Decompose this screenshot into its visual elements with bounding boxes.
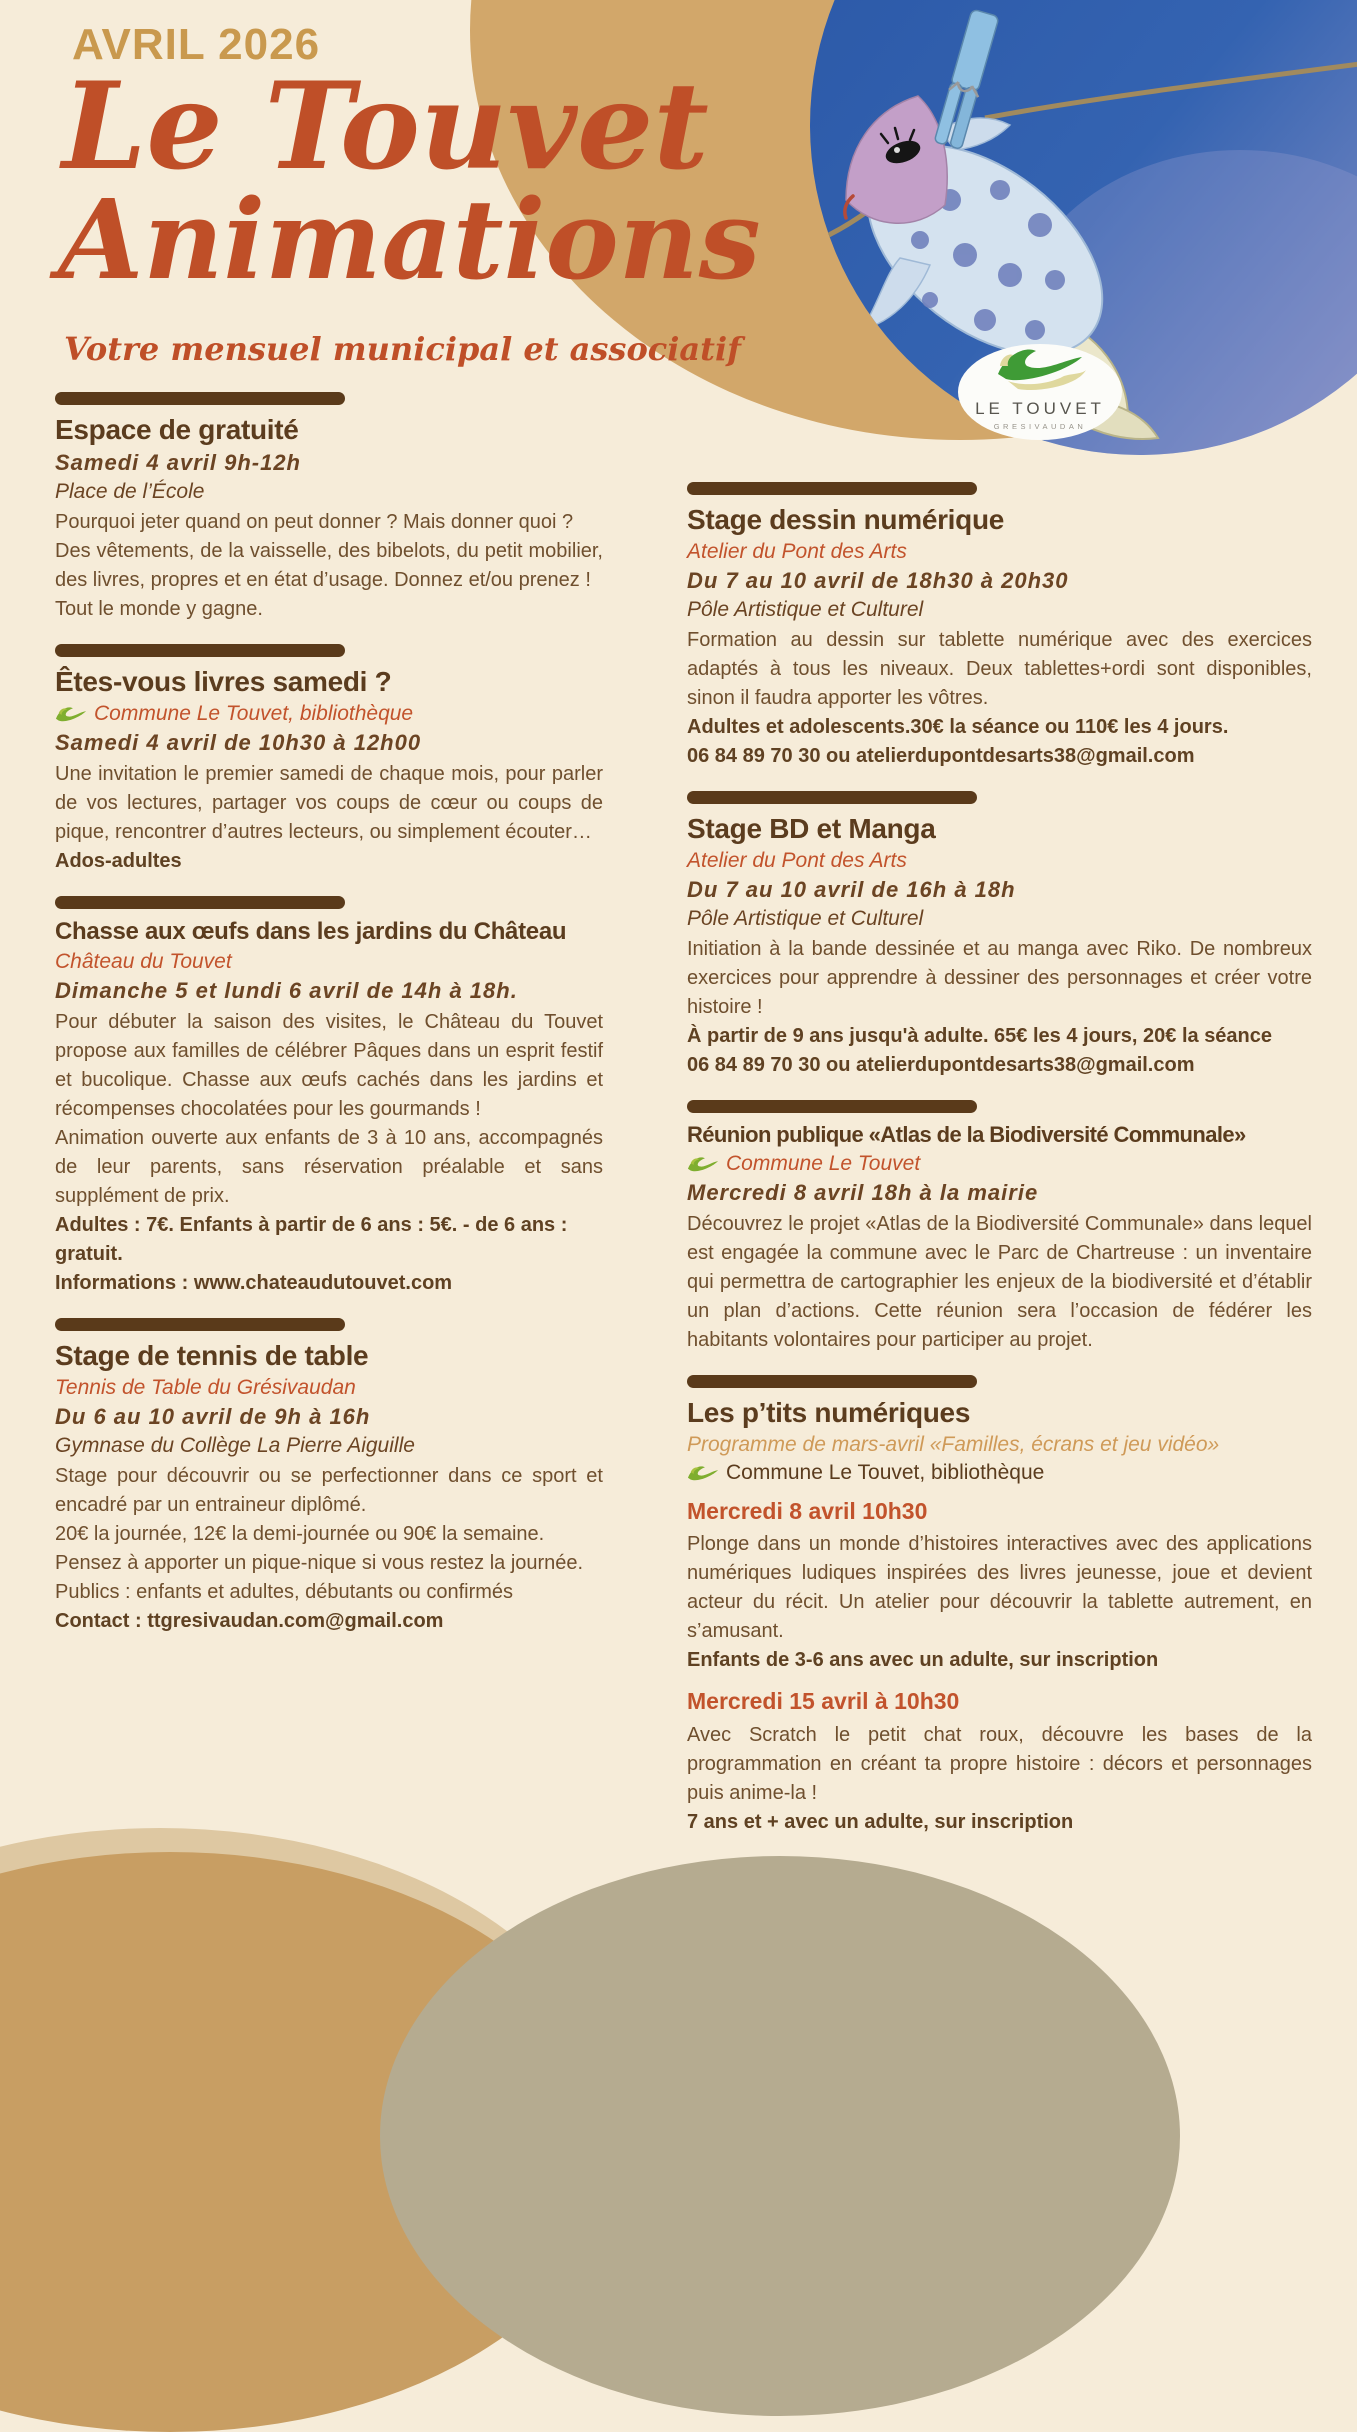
info-website-line: Informations : www.chateaudutouvet.com bbox=[55, 1272, 453, 1294]
decor-ellipse-bottom-middle bbox=[380, 1856, 1180, 2416]
audience-line: Publics : enfants et adultes, débutants ou confirmés bbox=[55, 1581, 514, 1603]
organizer-name: Atelier du Pont des Arts bbox=[687, 849, 907, 872]
event-date-subheading: Mercredi 8 avril 10h30 bbox=[687, 1498, 928, 1524]
audience-line: Ados-adultes bbox=[55, 850, 182, 872]
date-line: Samedi 4 avril 9h-12h bbox=[55, 450, 301, 475]
section-heading: Réunion publique «Atlas de la Biodiversité Communale» bbox=[687, 1122, 1246, 1147]
contact-email-line: Contact : ttgresivaudan.com@gmail.com bbox=[55, 1610, 444, 1632]
date-line: Du 7 au 10 avril de 16h à 18h bbox=[687, 877, 1016, 902]
title-line-2: Animations bbox=[58, 174, 761, 304]
organizer-name: Commune Le Touvet, bibliothèque bbox=[94, 702, 414, 725]
organizer-line bbox=[687, 1461, 1312, 1485]
section-chasse-aux-oeufs bbox=[55, 896, 603, 1298]
body-paragraph: Avec Scratch le petit chat roux, découvre les bases de la programmation en créant ta propre histoire : décors et personnages puis anime-la ! bbox=[687, 1723, 1312, 1804]
body-paragraph: Une invitation le premier samedi de chaque mois, pour parler de vos lectures, partager vos coups de cœur ou coups de pique, rencontrer d’autres lecteurs, ou simplement écouter… bbox=[55, 763, 603, 843]
section-heading: Stage de tennis de table bbox=[55, 1340, 369, 1371]
organizer-line bbox=[687, 1152, 1312, 1176]
section-heading: Espace de gratuité bbox=[55, 414, 299, 445]
location-line: Place de l’École bbox=[55, 480, 205, 503]
date-line: Du 6 au 10 avril de 9h à 16h bbox=[55, 1404, 371, 1429]
section-divider bbox=[687, 1375, 977, 1388]
section-heading: Stage BD et Manga bbox=[687, 813, 936, 844]
section-divider bbox=[687, 791, 977, 804]
logo-subname: GRESIVAUDAN bbox=[993, 422, 1087, 431]
swoosh-icon bbox=[687, 1463, 719, 1483]
newsletter-subtitle: Votre mensuel municipal et associatif bbox=[64, 330, 741, 368]
body-paragraph: Pourquoi jeter quand on peut donner ? Mais donner quoi ? bbox=[55, 511, 574, 533]
title-line-1: Le Touvet bbox=[62, 56, 709, 197]
date-line: Dimanche 5 et lundi 6 avril de 14h à 18h. bbox=[55, 978, 518, 1003]
location-line: Pôle Artistique et Culturel bbox=[687, 598, 924, 621]
body-paragraph: Pour débuter la saison des visites, le Château du Touvet propose aux familles de célébrer Pâques dans un esprit festif et bucolique. Chasse aux œufs cachés dans les jardins et récompenses chocolatées pour les gourmands ! bbox=[55, 1011, 603, 1120]
organizer-line bbox=[55, 1376, 603, 1400]
section-heading: Les p’tits numériques bbox=[687, 1397, 971, 1428]
newsletter-title bbox=[58, 56, 761, 304]
section-divider bbox=[687, 1100, 977, 1113]
organizer-name: Commune Le Touvet bbox=[726, 1152, 921, 1175]
pricing-line: Adultes : 7€. Enfants à partir de 6 ans : 5€. - de 6 ans : gratuit. bbox=[55, 1214, 568, 1265]
organizer-line bbox=[687, 849, 1312, 873]
section-divider bbox=[55, 896, 345, 909]
section-les-ptits-numeriques bbox=[687, 1375, 1312, 1837]
left-column bbox=[55, 392, 603, 1656]
date-line: Mercredi 8 avril 18h à la mairie bbox=[687, 1180, 1039, 1205]
swoosh-icon bbox=[687, 1154, 719, 1174]
body-paragraph: Tout le monde y gagne. bbox=[55, 598, 263, 620]
section-stage-dessin-numerique bbox=[687, 482, 1312, 771]
section-divider bbox=[55, 1318, 345, 1331]
organizer-line bbox=[687, 540, 1312, 564]
pricing-line: À partir de 9 ans jusqu'à adulte. 65€ les 4 jours, 20€ la séance bbox=[687, 1025, 1273, 1047]
right-column bbox=[687, 482, 1312, 1857]
body-paragraph: Des vêtements, de la vaisselle, des bibelots, du petit mobilier, des livres, propres et en état d’usage. Donnez et/ou prenez ! bbox=[55, 540, 603, 591]
pricing-line: Adultes et adolescents.30€ la séance ou 110€ les 4 jours. bbox=[687, 716, 1229, 738]
organizer-name: Commune Le Touvet, bibliothèque bbox=[726, 1461, 1045, 1484]
swoosh-icon bbox=[55, 704, 87, 724]
organizer-name: Château du Touvet bbox=[55, 950, 232, 973]
organizer-line bbox=[55, 950, 603, 974]
audience-line: 7 ans et + avec un adulte, sur inscription bbox=[687, 1810, 1074, 1833]
logo-name: LE TOUVET bbox=[975, 399, 1105, 418]
section-reunion-publique-biodiversite bbox=[687, 1100, 1312, 1355]
event-date-subheading: Mercredi 15 avril à 10h30 bbox=[687, 1688, 960, 1715]
contact-email-line: 06 84 89 70 30 ou atelierdupontdesarts38@gmail.com bbox=[687, 1054, 1195, 1076]
body-paragraph: Animation ouverte aux enfants de 3 à 10 ans, accompagnés de leur parents, sans réservation préalable et sans supplément de prix. bbox=[55, 1127, 603, 1207]
pricing-line: 20€ la journée, 12€ la demi-journée ou 90€ la semaine. bbox=[55, 1523, 545, 1545]
section-heading: Chasse aux œufs dans les jardins du Château bbox=[55, 918, 567, 945]
section-divider bbox=[687, 482, 977, 495]
section-stage-bd-manga bbox=[687, 791, 1312, 1080]
body-paragraph: Plonge dans un monde d’histoires interactives avec des applications numériques ludiques inspirées des livres jeunesse, joue et devient acteur du récit. Un atelier pour découvrir la tablette autrement, en s’amusant. bbox=[687, 1533, 1312, 1643]
letouvet-logo bbox=[958, 344, 1122, 440]
section-espace-de-gratuite bbox=[55, 392, 603, 624]
section-divider bbox=[55, 392, 345, 405]
organizer-name: Atelier du Pont des Arts bbox=[687, 540, 907, 563]
body-paragraph: Pensez à apporter un pique-nique si vous restez la journée. bbox=[55, 1552, 584, 1574]
section-heading: Êtes-vous livres samedi ? bbox=[55, 666, 392, 697]
date-line: Du 7 au 10 avril de 18h30 à 20h30 bbox=[687, 568, 1069, 593]
body-paragraph: Initiation à la bande dessinée et au manga avec Riko. De nombreux exercices pour apprendre à dessiner des personnages et créer votre histoire ! bbox=[687, 938, 1312, 1018]
section-divider bbox=[55, 644, 345, 657]
body-paragraph: Découvrez le projet «Atlas de la Biodiversité Communale» dans lequel est engagée la commune avec le Parc de Chartreuse : un inventaire qui permettra de cartographier les enjeux de la biodiversité et d’établir un plan d’actions. Cette réunion sera l’occasion de fédérer les habitants volontaires pour participer au projet. bbox=[687, 1213, 1312, 1351]
contact-email-line: 06 84 89 70 30 ou atelierdupontdesarts38@gmail.com bbox=[687, 745, 1195, 767]
date-line: Samedi 4 avril de 10h30 à 12h00 bbox=[55, 730, 422, 755]
month-label: AVRIL 2026 bbox=[72, 20, 321, 69]
location-line: Gymnase du Collège La Pierre Aiguille bbox=[55, 1434, 415, 1457]
location-line: Pôle Artistique et Culturel bbox=[687, 907, 924, 930]
section-etes-vous-livres bbox=[55, 644, 603, 876]
program-line: Programme de mars-avril «Familles, écrans et jeu vidéo» bbox=[687, 1433, 1220, 1456]
organizer-name: Tennis de Table du Grésivaudan bbox=[55, 1376, 356, 1399]
section-tennis-de-table bbox=[55, 1318, 603, 1636]
audience-line: Enfants de 3-6 ans avec un adulte, sur inscription bbox=[687, 1649, 1159, 1672]
organizer-line bbox=[55, 702, 603, 726]
section-heading: Stage dessin numérique bbox=[687, 504, 1005, 535]
body-paragraph: Stage pour découvrir ou se perfectionner dans ce sport et encadré par un entraineur diplômé. bbox=[55, 1465, 603, 1516]
body-paragraph: Formation au dessin sur tablette numérique avec des exercices adaptés à tous les niveaux. Deux tablettes+ordi sont disponibles, sinon il faudra apporter les vôtres. bbox=[687, 629, 1312, 709]
